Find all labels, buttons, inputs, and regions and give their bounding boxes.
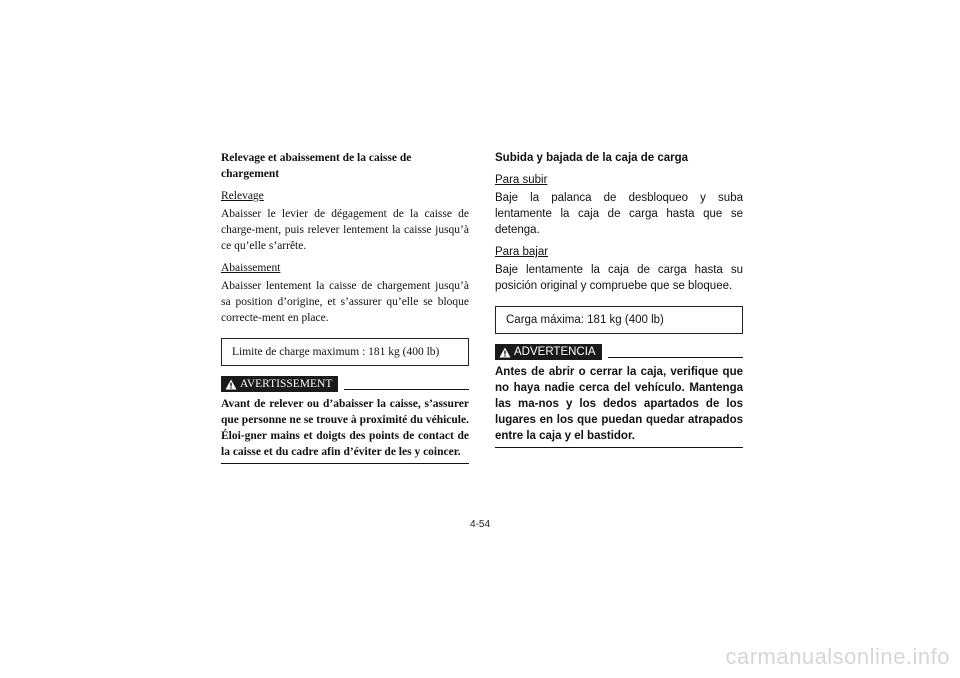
french-subheading-raise: Relevage (221, 190, 264, 202)
french-warning-rule (344, 389, 469, 390)
spanish-warning-end-rule (495, 447, 743, 448)
french-subheading-lower: Abaissement (221, 262, 281, 274)
spanish-paragraph-lower: Baje lentamente la caja de carga hasta su posición original y compruebe que se bloquee. (495, 264, 743, 292)
spanish-load-limit-box: Carga máxima: 181 kg (400 lb) (495, 306, 743, 334)
spanish-paragraph-raise: Baje la palanca de desbloqueo y suba lentamente la caja de carga hasta que se detenga. (495, 192, 743, 236)
spanish-subheading-lower: Para bajar (495, 246, 549, 258)
warning-triangle-icon (225, 379, 237, 390)
french-paragraph-lower: Abaisser lentement la caisse de chargement jusqu’à sa position d’origine, et s’assurer qu’elle se bloque correcte-ment en place. (221, 280, 469, 324)
french-column (221, 150, 469, 464)
french-warning-header (221, 376, 469, 392)
spanish-warning-rule (608, 357, 743, 358)
spanish-warning-header (495, 344, 743, 360)
french-warning-end-rule (221, 463, 469, 464)
spanish-column (495, 150, 743, 448)
spanish-warning-text: Antes de abrir o cerrar la caja, verifique que no haya nadie cerca del vehículo. Mantenga las ma-nos y los dedos apartados de los lugares en los que puedan quedar atrapados entre la caja y el bastidor. (495, 366, 743, 442)
french-load-limit-box: Limite de charge maximum : 181 kg (400 lb) (221, 338, 469, 366)
french-warning-text: Avant de relever ou d’abaisser la caisse, s’assurer que personne ne se trouve à proximité du véhicule. Éloi-gner mains et doigts des points de contact de la caisse et du cadre afin d’éviter de les y coincer. (221, 398, 469, 458)
french-warning-badge (221, 376, 338, 392)
french-heading: Relevage et abaissement de la caisse de chargement (221, 152, 412, 180)
french-paragraph-raise: Abaisser le levier de dégagement de la caisse de charge-ment, puis relever lentement la caisse jusqu’à ce qu’elle s’arrête. (221, 208, 469, 252)
french-warning-label: AVERTISSEMENT (240, 378, 333, 390)
page-number: 4-54 (470, 519, 491, 530)
watermark: carmanualsonline.info (725, 644, 950, 669)
spanish-subheading-raise: Para subir (495, 174, 548, 186)
spanish-warning-label: ADVERTENCIA (514, 346, 596, 358)
warning-triangle-icon (499, 347, 511, 358)
spanish-warning-badge (495, 344, 602, 360)
spanish-heading: Subida y bajada de la caja de carga (495, 152, 689, 164)
